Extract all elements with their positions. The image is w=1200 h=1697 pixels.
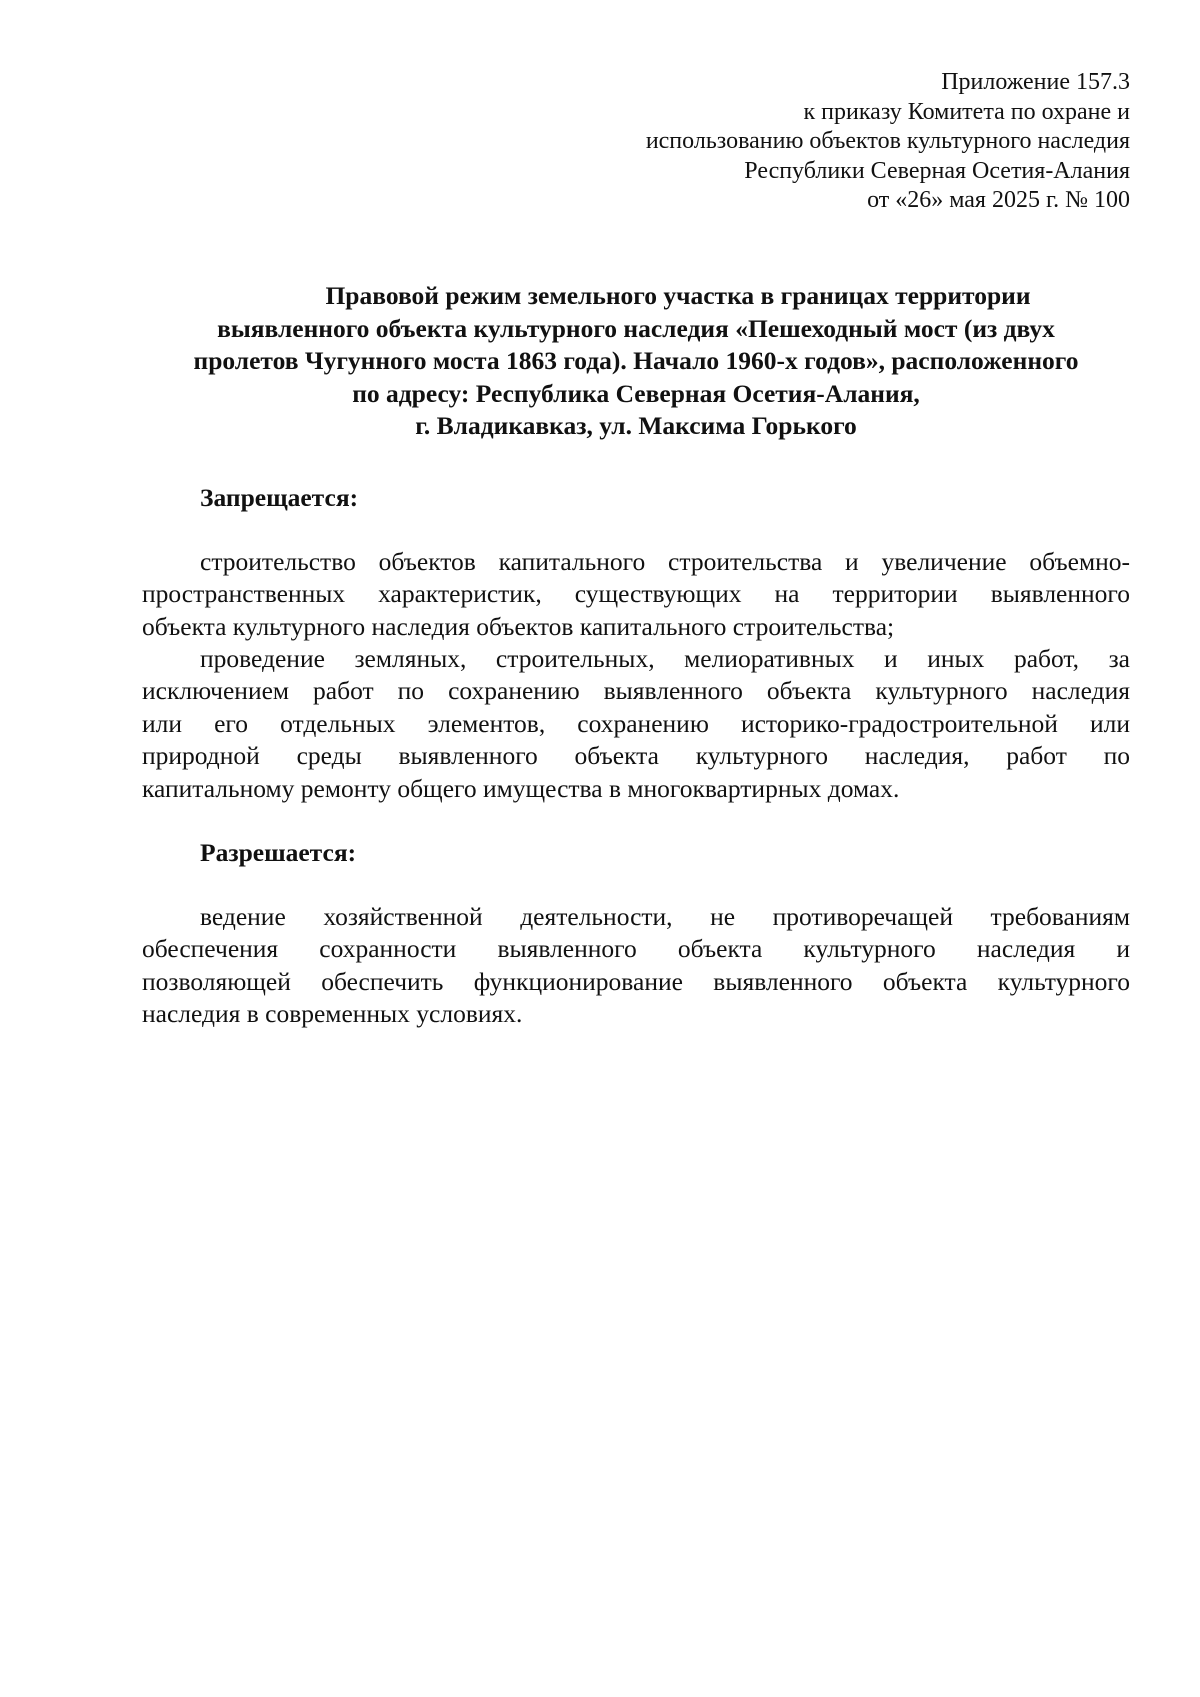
paragraph-line: капитальному ремонту общего имущества в многоквартирных домах. [142,773,900,803]
paragraph-line: пространственных характеристик, существующих на территории выявленного [142,579,1130,609]
prohibited-paragraph-2 [142,643,1130,805]
appendix-order-ref: к приказу Комитета по охране и [803,98,1130,125]
paragraph-line: строительство объектов капитального строительства и увеличение объемно- [200,547,1130,576]
paragraph-line: проведение земляных, строительных, мелиоративных и иных работ, за [200,644,1130,673]
appendix-committee: использованию объектов культурного наследия [645,128,1130,154]
appendix-republic: Республики Северная Осетия-Алания [744,157,1130,184]
paragraph-line: исключением работ по сохранению выявленного объекта культурного наследия [142,676,1130,706]
prohibited-paragraph-1 [142,546,1130,643]
paragraph-line: наследия в современных условиях. [142,999,523,1029]
paragraph-line: ведение хозяйственной деятельности, не противоречащей требованиям [200,902,1130,931]
title-line: г. Владикавказ, ул. Максима Горького [415,411,857,440]
appendix-header [410,68,1130,216]
appendix-number: Приложение 157.3 [941,69,1130,95]
paragraph-line: или его отдельных элементов, сохранению историко-градостроительной или [142,708,1130,738]
paragraph-line: позволяющей обеспечить функционирование выявленного объекта культурного [142,966,1130,996]
paragraph-line: обеспечения сохранности выявленного объекта культурного наследия и [142,934,1130,964]
title-line: пролетов Чугунного моста 1863 года). Начало 1960-х годов», расположенного [193,346,1079,375]
document-title [130,280,1142,443]
paragraph-line: объекта культурного наследия объектов капитального строительства; [142,611,895,641]
permitted-heading: Разрешается: [200,838,357,867]
title-line: Правовой режим земельного участка в границах территории [325,281,1031,310]
title-line: выявленного объекта культурного наследия «Пешеходный мост (из двух [217,313,1055,343]
permitted-paragraph-1 [142,901,1130,1031]
prohibited-heading: Запрещается: [200,483,359,512]
paragraph-line: природной среды выявленного объекта культурного наследия, работ по [142,741,1130,771]
title-line: по адресу: Республика Северная Осетия-Алания, [352,378,920,408]
appendix-date-number: от «26» мая 2025 г. № 100 [867,187,1130,213]
